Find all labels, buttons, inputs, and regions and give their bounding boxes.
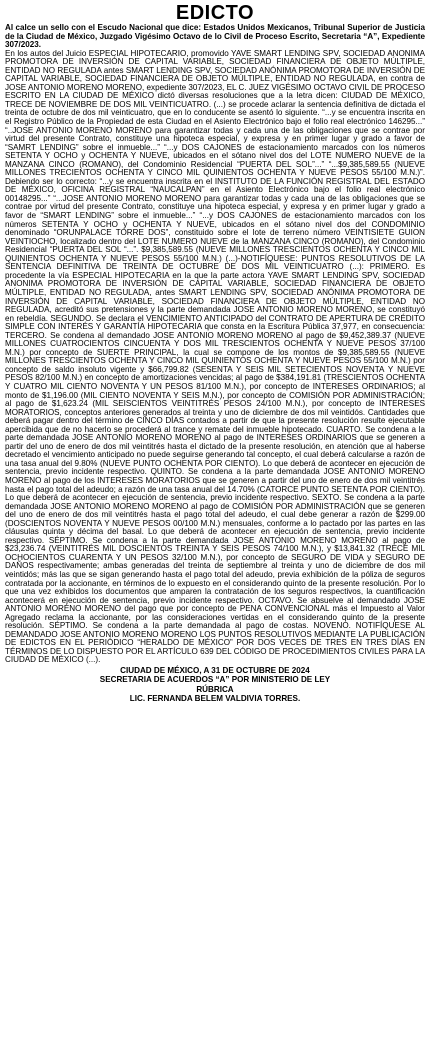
seal-headline: Al calce un sello con el Escudo Nacional que dice: Estados Unidos Mexicanos, Tribunal Superior de Justicia de la Ciudad de México, Juzgado Vigésimo Octavo de lo Civil de Proceso Escrito, Secretaria “A”, Expediente 307/2023. [5,23,425,50]
footer-signer-name: LIC. FERNANDA BELEM VALDIVIA TORRES. [129,693,301,703]
edict-body-text: En los autos del Juicio ESPECIAL HIPOTECARIO, promovido YAVE SMART LENDING SPV, SOCIEDAD ANONIMA PROMOTORA DE INVERSIÓN DE CAPITAL VARIABLE, SOCIEDAD FINANCIERA DE OBJETO MÚLTIPLE, ENTIDAD NO REGULADA antes SMART LENDING SPV, SOCIEDAD ANÓNIMA PROMOTORA DE INVERSIÓN DE CAPITAL VARIABLE, SOCIEDAD FINANCIERA DE OBJETO MÚLTIPLE, ENTIDAD NO REGULADA, en contra de JOSE ANTONIO MORENO MORENO, expediente 307/2023, EL C. JUEZ VIGÉSIMO OCTAVO CIVIL DE PROCESO ESCRITO EN LA CIUDAD DE MÉXICO dictó diversas resoluciones que a la letra dicen: CIUDAD DE MÉXICO, TRECE DE NOVIEMBRE DE DOS MIL VEINTICUATRO. (...) se procede aclarar la sentencia definitiva de dictada el treinta de octubre de dos mil veinticuatro, que en lo conducente se asentó lo siguiente. “...y se encuentra inscrita en el Registro Público de la Propiedad de esta Ciudad en el Asiento Electrónico bajo el folio real electrónico 146295...” “..JOSE ANTONIO MORENO MORENO para garantizar todas y cada una de las obligaciones que se contrae por virtud del presente Contrato, constituye una hipoteca especial, y expresa y en primer lugar y grado a favor de “SAMRT LENDING” sobre el inmueble...” “...y DOS CAJONES de estacionamiento marcados con los números SETENTA Y OCHO y OCHENTA Y NUEVE, ubicados en el sótano nivel dos del LOTE NUMERO NUEVE de la MANZANA CINCO (ROMANO), del Condominio Residencial “PUERTA DEL SOL”...” “...$9,385,589.55 (NUEVE MILLONES TRECIENTOS OCHENTA Y CINCO MIL QUINIENTOS OCHENTA Y NUEVE PESOS 55/100 M.N.)”. Debiendo ser lo correcto: “...y se encuentra inscrita en el INSTITUTO DE LA FUNCIÓN REGISTRAL DEL ESTADO DE MÉXICO, OFICINA REGISTRAL “NAUCALPAN” en el Asiento Electrónico bajo el folio real electrónico 00148295...” “...JOSE ANTONIO MORENO MORENO para garantizar todas y cada una de las obligaciones que se contrae por virtud del presente Contrato, constituye una hipoteca especial, y expresa y en primer lugar y grado a favor de “SMART LENDING” sobre el inmueble...” “...y DOS CAJONES de estacionamiento marcados con los números SETENTA Y OCHO y OCHENTA Y NUEVE, ubicados en el sótano nivel dos del CONDOMINIO denominado “ORUNPALACE TORRE DOS”, constituido sobre el lote de terreno número VEINTISIETE GUION VEINTIOCHO, localizado dentro del LOTE NUMERO NUEVE de la MANZANA CINCO (ROMANO), del Condominio Residencial “PUERTA DEL SOL “...”. $9,385,589.55 (NUEVE MILLONES TRESCIENTOS OCHENTA Y CINCO MIL QUINIENTOS OCHENTA Y NUEVE PESOS 55/100 M.N.) (...)-NOTIFÍQUESE: PUNTOS RESOLUTIVOS DE LA SENTENCIA DEFINITIVA DE TREINTA DE OCTUBRE DE DOS MIL VEINTICUATRO (...): PRIMERO. Es procedente la vía ESPECIAL HIPOTECARIA en la que la parte actora YAVE SMART LENDING SPV, SOCIEDAD ANONIMA PROMOTORA DE INVERSIÓN DE CAPITAL VARIABLE, SOCIEDAD FINANCIERA DE OBJETO MÚLTIPLE, ENTIDAD NO REGULADA, antes SMART LENDING SPV, SOCIEDAD ANÓNIMA PROMOTORA DE INVERSIÓN DE CAPITAL VARIABLE, SOCIEDAD FINANCIERA DE OBJETO MÚLTIPLE, ENTIDAD NO REGULADA, acreditó sus pretensiones y la parte demandada JOSE ANTONIO MORENO MORENO, se constituyó en rebeldía. SEGUNDO. Se declara el VENCIMIENTO ANTICIPADO del CONTRATO DE APERTURA DE CRÉDITO SIMPLE CON INTERÉS Y GARANTÍA HIPOTECARIA que consta en la Escritura Pública 37,977, en consecuencia: TERCERO. Se condena al demandado JOSE ANTONIO MORENO MORENO al pago de $9,452,389.37 (NUEVE MILLONES CUATROCIENTOS CINCUENTA Y DOS MIL TRESCIENTOS OCHENTA Y NUEVE PESOS 37/100 M.N.) por concepto de SUERTE PRINCIPAL, la cual se compone de los montos de $9,385,589.55 (NUEVE MILLONES TRESCIENTOS OCHENTA Y CINCO MIL QUINIENTOS OCHENTA Y NUEVE PESOS 55/100 M.N.) por concepto de saldo insoluto vigente y $66,799.82 (SESENTA Y SEIS MIL SETECIENTOS NOVENTA Y NUEVE PESOS 82/100 M.N.) en concepto de amortizaciones vencidas; al pago de $384,191.81 (TRESCIENTOS OCHENTA Y CUATRO MIL CIENTO NOVENTA Y UN PESOS 81/100 M.N.), por concepto de INTERESES ORDINARIOS; al monto de $1,196.00 (MIL CIENTO NOVENTA Y SEIS M.N.), por concepto de COMISIÓN POR ADMINISTRACIÓN; al pago de $1,623.24 (MIL SEISCIENTOS VEINTITRÉS PESOS 24/100 M.N.), por concepto de INTERESES MORATORIOS, conceptos anteriores generados al treinta y uno de diciembre de dos mil veintidós. Cantidades que deberá pagar dentro del término de CINCO DÍAS contados a partir de que la presente resolución resulte ejecutable apercibida que de no hacerlo se procederá al trance y remate del inmueble hipotecado. CUARTO. Se condena a la parte demandada JOSE ANTONIO MORENO MORENO al pago de INTERESES ORDINARIOS que se generen a partir del uno de enero de dos mil veintitrés hasta el dictado de la presente resolución, en atención que al haberse decretado el vencimiento anticipado no puede seguirse generando tal concepto, el cual deberá calcularse a razón de una tasa anual del 9.80% (NUEVE PUNTO OCHENTA POR CIENTO). Lo que deberá de acontecer en ejecución de sentencia, previo incidente respectivo. QUINTO. Se condena a la parte demandada JOSE ANTONIO MORENO MORENO al pago de los INTERESES MORATORIOS que se generen a partir del uno de enero de dos mil veintitrés hasta el pago total del adeudo; a razón de una tasa anual del 14.70% (CATORCE PUNTO SETENTA POR CIENTO). Lo que deberá de acontecer en ejecución de sentencia, previo incidente respectivo. SEXTO. Se condena a la parte demandada JOSE ANTONIO MORENO MORENO al pago de COMISIÓN POR ADMINISTRACIÓN que se generen del uno de enero de dos mil veintitrés hasta el pago total del adeudo, el cual debe generar a razón de $299.00 (DOSCIENTOS NOVENTA Y NUEVE PESOS 00/100 M.N.) mensuales, conforme a lo pactado por las partes en las cláusulas quinta y décima del basal. Lo que deberá de acontecer en ejecución de sentencia, previo incidente respectivo. SÉPTIMO. Se condena a la parte demandada JOSE ANTONIO MORENO MORENO al pago de $23,236.74 (VEINTITRÉS MIL DOSCIENTOS TREINTA Y SEIS PESOS 74/100 M.N.), y $13,841.32 (TRECE MIL OCHOCIENTOS CUARENTA Y UN PESOS 32/100 M.N.), por concepto de SEGURO DE VIDA y SEGURO DE DAÑOS respectivamente; ambas generadas del treinta de septiembre al treinta y uno de diciembre de dos mil veintidós; más las que se sigan generando hasta el pago total del adeudo, previa exhibición de la póliza de seguros contratada por la accionante, en términos de lo expuesto en el considerando quinto de la presente resolución. Por lo que una vez exhibidos los documentos que amparen la contratación de los seguros respectivos, la cuantificación acontecerá en ejecución de sentencia, previo incidente respectivo. OCTAVO. Se absuelve al demandado JOSE ANTONIO MORENO MORENO del pago que por concepto de PENA CONVENCIONAL más el Impuesto al Valor Agregado reclama la accionante, por las consideraciones vertidas en el considerando quinto de la presente resolución. SÉPTIMO. Se condena a la parte demandada al pago de costas. NOVENO. NOTIFÍQUESE AL DEMANDADO JOSE ANTONIO MORENO MORENO LOS PUNTOS RESOLUTIVOS MEDIANTE LA PUBLICACIÓN DE EDICTOS EN EL PERIÓDICO “HERALDO DE MÉXICO” POR DOS VECES DE TRES EN TRES DÍAS EN TÉRMINOS DE LO DISPUESTO POR EL ARTÍCULO 639 DEL CÓDIGO DE PROCEDIMIENTOS CIVILES PARA LA CIUDAD DE MÉXICO (...). [5,48,425,665]
footer-office: SECRETARIA DE ACUERDOS “A” POR MINISTERIO DE LEY [99,675,331,685]
edict-footer [5,666,425,703]
page-title: EDICTO [175,2,255,24]
footer-signature-label: RÚBRICA [196,684,234,694]
footer-date: CIUDAD DE MÉXICO, A 31 DE OCTUBRE DE 2024 [120,666,310,676]
